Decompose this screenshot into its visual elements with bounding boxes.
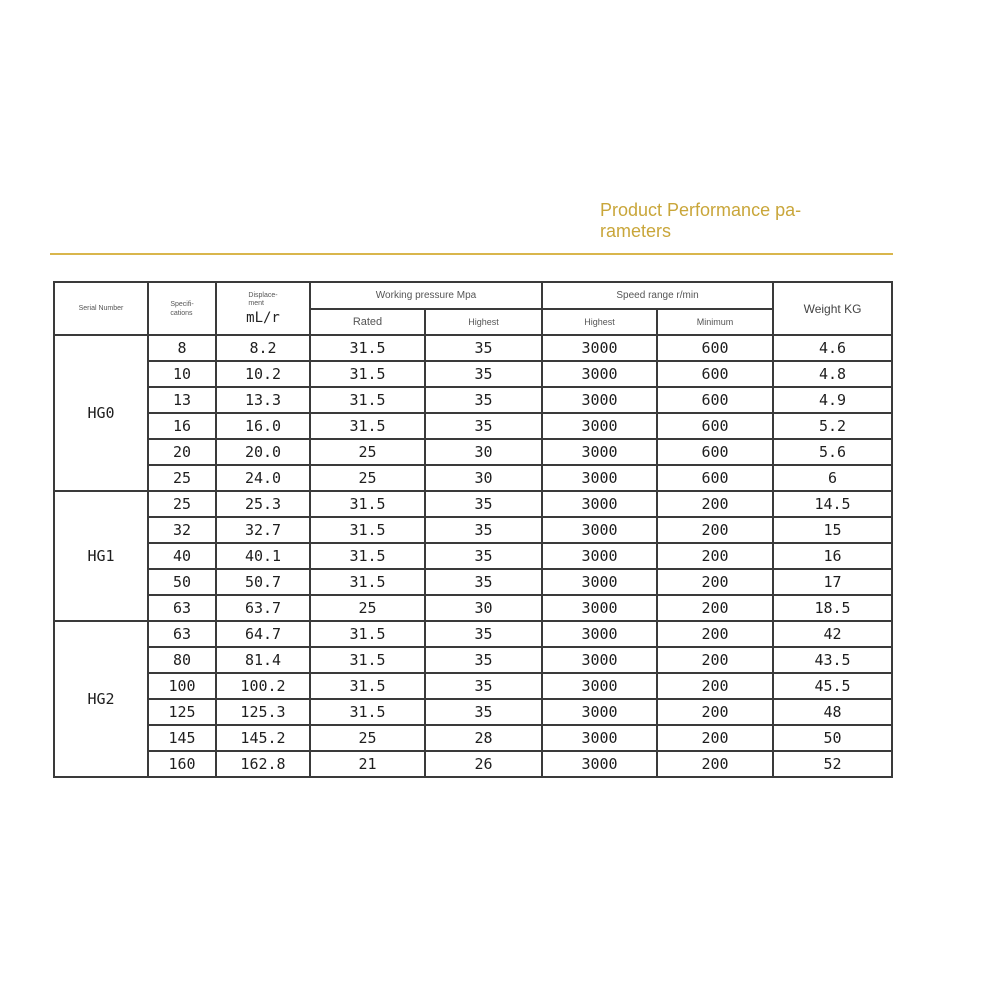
cell-displacement: 50.7 [216,569,310,595]
table-row [54,725,892,751]
cell-pressure-highest: 35 [425,491,542,517]
cell-speed-minimum: 600 [657,465,773,491]
cell-weight: 5.6 [773,439,892,465]
header-speed-minimum: Minimum [657,309,773,335]
table-row [54,465,892,491]
cell-specification: 160 [148,751,216,777]
cell-pressure-rated: 31.5 [310,387,425,413]
cell-pressure-highest: 35 [425,387,542,413]
header-serial-number: Serial Number [54,282,148,335]
cell-displacement: 10.2 [216,361,310,387]
cell-pressure-highest: 30 [425,465,542,491]
table-row [54,361,892,387]
cell-speed-minimum: 600 [657,335,773,361]
cell-speed-minimum: 600 [657,413,773,439]
cell-weight: 52 [773,751,892,777]
cell-weight: 14.5 [773,491,892,517]
cell-weight: 17 [773,569,892,595]
cell-displacement: 125.3 [216,699,310,725]
header-speed-range: Speed range r/min [542,282,773,309]
header-specifications-label: Specifi- cations [170,300,194,317]
cell-pressure-highest: 35 [425,413,542,439]
cell-speed-highest: 3000 [542,465,657,491]
cell-weight: 45.5 [773,673,892,699]
cell-displacement: 25.3 [216,491,310,517]
cell-weight: 18.5 [773,595,892,621]
cell-speed-highest: 3000 [542,725,657,751]
cell-pressure-rated: 31.5 [310,361,425,387]
cell-specification: 8 [148,335,216,361]
cell-pressure-rated: 25 [310,439,425,465]
cell-weight: 43.5 [773,647,892,673]
cell-speed-highest: 3000 [542,699,657,725]
cell-weight: 50 [773,725,892,751]
cell-specification: 20 [148,439,216,465]
cell-specification: 50 [148,569,216,595]
cell-displacement: 24.0 [216,465,310,491]
header-pressure-rated: Rated [310,309,425,335]
table-row [54,647,892,673]
cell-speed-highest: 3000 [542,387,657,413]
cell-displacement: 162.8 [216,751,310,777]
cell-specification: 63 [148,621,216,647]
table-row [54,439,892,465]
cell-weight: 48 [773,699,892,725]
cell-speed-minimum: 200 [657,751,773,777]
cell-specification: 145 [148,725,216,751]
header-working-pressure: Working pressure Mpa [310,282,542,309]
header-weight: Weight KG [773,282,892,335]
cell-pressure-rated: 31.5 [310,673,425,699]
cell-speed-highest: 3000 [542,569,657,595]
cell-pressure-rated: 31.5 [310,335,425,361]
cell-speed-minimum: 200 [657,543,773,569]
cell-specification: 10 [148,361,216,387]
cell-displacement: 20.0 [216,439,310,465]
cell-weight: 5.2 [773,413,892,439]
cell-speed-highest: 3000 [542,413,657,439]
table-row [54,699,892,725]
table-row [54,491,892,517]
cell-speed-highest: 3000 [542,647,657,673]
cell-speed-minimum: 200 [657,699,773,725]
performance-table [53,281,893,778]
cell-weight: 6 [773,465,892,491]
table-row [54,517,892,543]
cell-pressure-highest: 26 [425,751,542,777]
cell-speed-minimum: 600 [657,439,773,465]
cell-specification: 32 [148,517,216,543]
cell-speed-minimum: 200 [657,621,773,647]
header-specifications [148,282,216,335]
cell-pressure-highest: 35 [425,621,542,647]
cell-displacement: 64.7 [216,621,310,647]
cell-displacement: 32.7 [216,517,310,543]
cell-specification: 13 [148,387,216,413]
cell-pressure-highest: 35 [425,517,542,543]
cell-speed-minimum: 200 [657,491,773,517]
table-header [54,282,892,335]
cell-speed-minimum: 200 [657,647,773,673]
table-row [54,387,892,413]
cell-speed-highest: 3000 [542,595,657,621]
cell-speed-highest: 3000 [542,361,657,387]
cell-weight: 4.8 [773,361,892,387]
cell-displacement: 63.7 [216,595,310,621]
cell-speed-minimum: 200 [657,725,773,751]
cell-pressure-highest: 30 [425,595,542,621]
cell-displacement: 16.0 [216,413,310,439]
cell-speed-highest: 3000 [542,621,657,647]
cell-weight: 4.9 [773,387,892,413]
table-row [54,673,892,699]
cell-speed-minimum: 600 [657,361,773,387]
cell-speed-minimum: 200 [657,673,773,699]
cell-pressure-rated: 31.5 [310,569,425,595]
cell-specification: 100 [148,673,216,699]
cell-speed-highest: 3000 [542,543,657,569]
cell-weight: 15 [773,517,892,543]
cell-pressure-rated: 31.5 [310,517,425,543]
cell-series: HG1 [54,491,148,621]
cell-pressure-highest: 35 [425,699,542,725]
cell-pressure-rated: 21 [310,751,425,777]
header-displacement-unit: mL/r [246,309,280,326]
cell-specification: 25 [148,465,216,491]
cell-series: HG2 [54,621,148,777]
header-displacement-label: Displace- ment [248,291,278,307]
cell-pressure-highest: 35 [425,361,542,387]
cell-weight: 4.6 [773,335,892,361]
cell-specification: 63 [148,595,216,621]
cell-specification: 25 [148,491,216,517]
cell-pressure-highest: 35 [425,335,542,361]
cell-speed-highest: 3000 [542,751,657,777]
cell-displacement: 8.2 [216,335,310,361]
cell-pressure-highest: 28 [425,725,542,751]
cell-weight: 42 [773,621,892,647]
cell-speed-highest: 3000 [542,517,657,543]
cell-displacement: 40.1 [216,543,310,569]
table-row [54,595,892,621]
table-row [54,335,892,361]
cell-specification: 125 [148,699,216,725]
cell-pressure-rated: 31.5 [310,699,425,725]
cell-specification: 80 [148,647,216,673]
cell-series: HG0 [54,335,148,491]
cell-pressure-rated: 31.5 [310,413,425,439]
cell-speed-minimum: 200 [657,569,773,595]
table-row [54,621,892,647]
header-displacement [216,282,310,335]
cell-speed-highest: 3000 [542,335,657,361]
cell-pressure-rated: 25 [310,465,425,491]
cell-pressure-rated: 25 [310,725,425,751]
title-divider [50,253,893,255]
cell-specification: 40 [148,543,216,569]
table-row [54,751,892,777]
cell-displacement: 81.4 [216,647,310,673]
cell-pressure-rated: 31.5 [310,543,425,569]
cell-speed-highest: 3000 [542,439,657,465]
cell-pressure-rated: 31.5 [310,491,425,517]
cell-pressure-highest: 35 [425,543,542,569]
page-title: Product Performance pa- rameters [600,200,802,241]
table-body [54,335,892,777]
cell-pressure-rated: 25 [310,595,425,621]
cell-speed-minimum: 600 [657,387,773,413]
cell-pressure-rated: 31.5 [310,621,425,647]
cell-displacement: 13.3 [216,387,310,413]
cell-displacement: 145.2 [216,725,310,751]
cell-specification: 16 [148,413,216,439]
cell-pressure-highest: 35 [425,673,542,699]
table-row [54,413,892,439]
table-row [54,543,892,569]
cell-speed-minimum: 200 [657,595,773,621]
cell-pressure-highest: 35 [425,647,542,673]
header-speed-highest: Highest [542,309,657,335]
table-row [54,569,892,595]
cell-pressure-highest: 35 [425,569,542,595]
cell-pressure-highest: 30 [425,439,542,465]
cell-speed-highest: 3000 [542,673,657,699]
header-pressure-highest: Highest [425,309,542,335]
cell-displacement: 100.2 [216,673,310,699]
cell-weight: 16 [773,543,892,569]
cell-speed-highest: 3000 [542,491,657,517]
cell-speed-minimum: 200 [657,517,773,543]
cell-pressure-rated: 31.5 [310,647,425,673]
